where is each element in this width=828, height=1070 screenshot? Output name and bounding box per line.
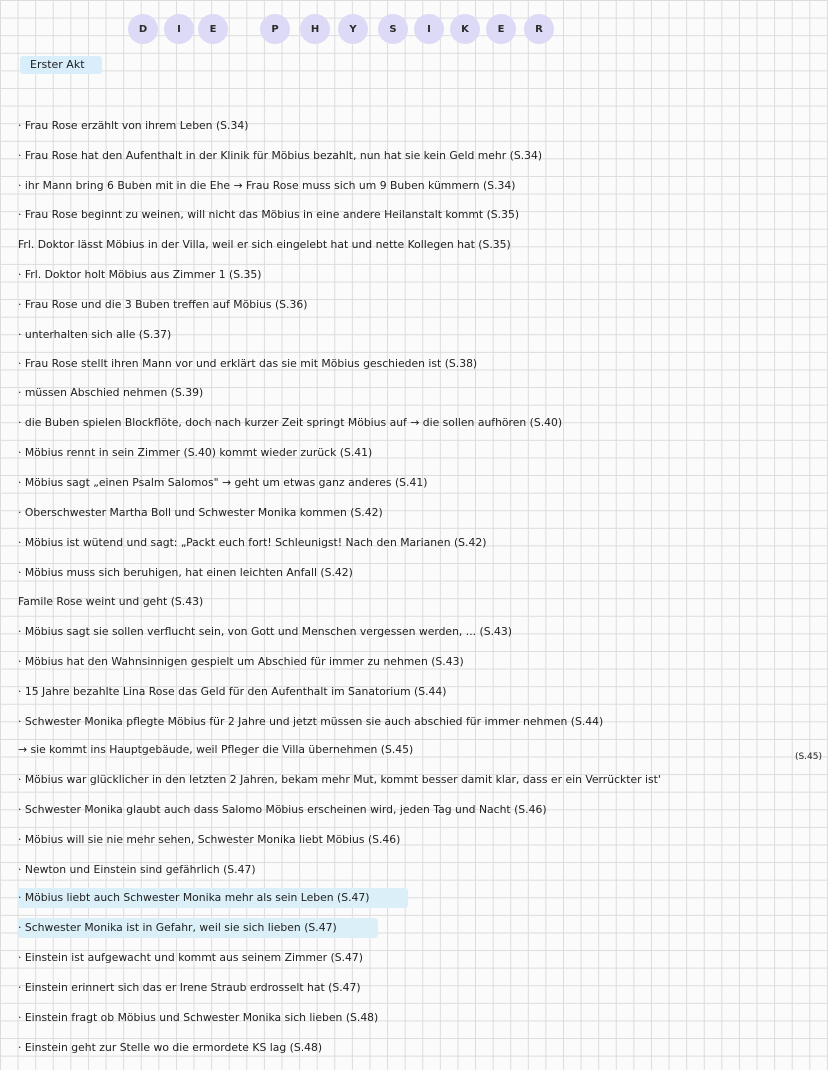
note-line: · Frau Rose stellt ihren Mann vor und erklärt das sie mit Möbius geschieden ist (S.38): [18, 357, 478, 370]
title-letter: D: [128, 14, 158, 44]
note-line: · Schwester Monika glaubt auch dass Salomo Möbius erscheinen wird, jeden Tag und Nacht (S.46): [18, 803, 547, 816]
note-line: · Frau Rose hat den Aufenthalt in der Klinik für Möbius bezahlt, nun hat sie kein Geld mehr (S.34): [18, 149, 543, 162]
note-line: · Oberschwester Martha Boll und Schwester Monika kommen (S.42): [18, 506, 383, 519]
title-letter: S: [378, 14, 408, 44]
note-line: · Schwester Monika pflegte Möbius für 2 Jahre und jetzt müssen sie auch abschied für immer nehmen (S.44): [18, 715, 604, 728]
note-line: · Einstein ist aufgewacht und kommt aus seinem Zimmer (S.47): [18, 951, 363, 964]
note-line: · Frau Rose und die 3 Buben treffen auf Möbius (S.36): [18, 298, 308, 311]
title-letter: P: [260, 14, 290, 44]
title-letter: I: [164, 14, 194, 44]
note-line: · müssen Abschied nehmen (S.39): [18, 386, 204, 399]
note-line: · Möbius sagt „einen Psalm Salomos" → geht um etwas ganz anderes (S.41): [18, 476, 428, 489]
title-letter: I: [414, 14, 444, 44]
title-letter: E: [198, 14, 228, 44]
note-line: · Möbius war glücklicher in den letzten 2 Jahren, bekam mehr Mut, kommt besser damit klar, dass er ein Verrückter ist': [18, 773, 661, 786]
title-letter: R: [524, 14, 554, 44]
title-letter: E: [486, 14, 516, 44]
title-letter: H: [300, 14, 330, 44]
note-line: Famile Rose weint und geht (S.43): [18, 595, 204, 608]
act-heading: Erster Akt: [20, 56, 102, 74]
note-line: · Möbius rennt in sein Zimmer (S.40) kommt wieder zurück (S.41): [18, 446, 373, 459]
note-line-highlighted: · Möbius liebt auch Schwester Monika mehr als sein Leben (S.47): [18, 888, 408, 908]
title-letter: K: [450, 14, 480, 44]
note-line: · Frl. Doktor holt Möbius aus Zimmer 1 (S.35): [18, 268, 262, 281]
note-line: · die Buben spielen Blockflöte, doch nach kurzer Zeit springt Möbius auf → die sollen aufhören (S.40): [18, 416, 563, 429]
note-line: → sie kommt ins Hauptgebäude, weil Pfleger die Villa übernehmen (S.45): [18, 743, 414, 756]
note-line: · Möbius ist wütend und sagt: „Packt euch fort! Schleunigst! Nach den Marianen (S.42): [18, 536, 487, 549]
note-line: · Newton und Einstein sind gefährlich (S.47): [18, 863, 256, 876]
note-line: · Möbius sagt sie sollen verflucht sein, von Gott und Menschen vergessen werden, ... (S.43): [18, 625, 512, 638]
note-line: · Möbius muss sich beruhigen, hat einen leichten Anfall (S.42): [18, 566, 353, 579]
note-line: · Einstein fragt ob Möbius und Schwester Monika sich lieben (S.48): [18, 1011, 379, 1024]
note-line: · 15 Jahre bezahlte Lina Rose das Geld für den Aufenthalt im Sanatorium (S.44): [18, 685, 447, 698]
note-line: · ihr Mann bring 6 Buben mit in die Ehe → Frau Rose muss sich um 9 Buben kümmern (S.34): [18, 179, 516, 192]
note-line: · unterhalten sich alle (S.37): [18, 328, 172, 341]
note-line: · Einstein erinnert sich das er Irene Straub erdrosselt hat (S.47): [18, 981, 361, 994]
margin-page-reference: (S.45): [794, 752, 822, 762]
note-line: Frl. Doktor lässt Möbius in der Villa, weil er sich eingelebt hat und nette Kollegen hat (S.35): [18, 238, 511, 251]
note-line: · Möbius will sie nie mehr sehen, Schwester Monika liebt Möbius (S.46): [18, 833, 401, 846]
note-line: · Frau Rose erzählt von ihrem Leben (S.34): [18, 119, 249, 132]
note-line: · Einstein geht zur Stelle wo die ermordete KS lag (S.48): [18, 1041, 323, 1054]
note-line-highlighted: · Schwester Monika ist in Gefahr, weil sie sich lieben (S.47): [18, 918, 378, 938]
note-line: · Möbius hat den Wahnsinnigen gespielt um Abschied für immer zu nehmen (S.43): [18, 655, 464, 668]
title-letter: Y: [338, 14, 368, 44]
note-line: · Frau Rose beginnt zu weinen, will nicht das Möbius in eine andere Heilanstalt kommt (S.35): [18, 208, 520, 221]
